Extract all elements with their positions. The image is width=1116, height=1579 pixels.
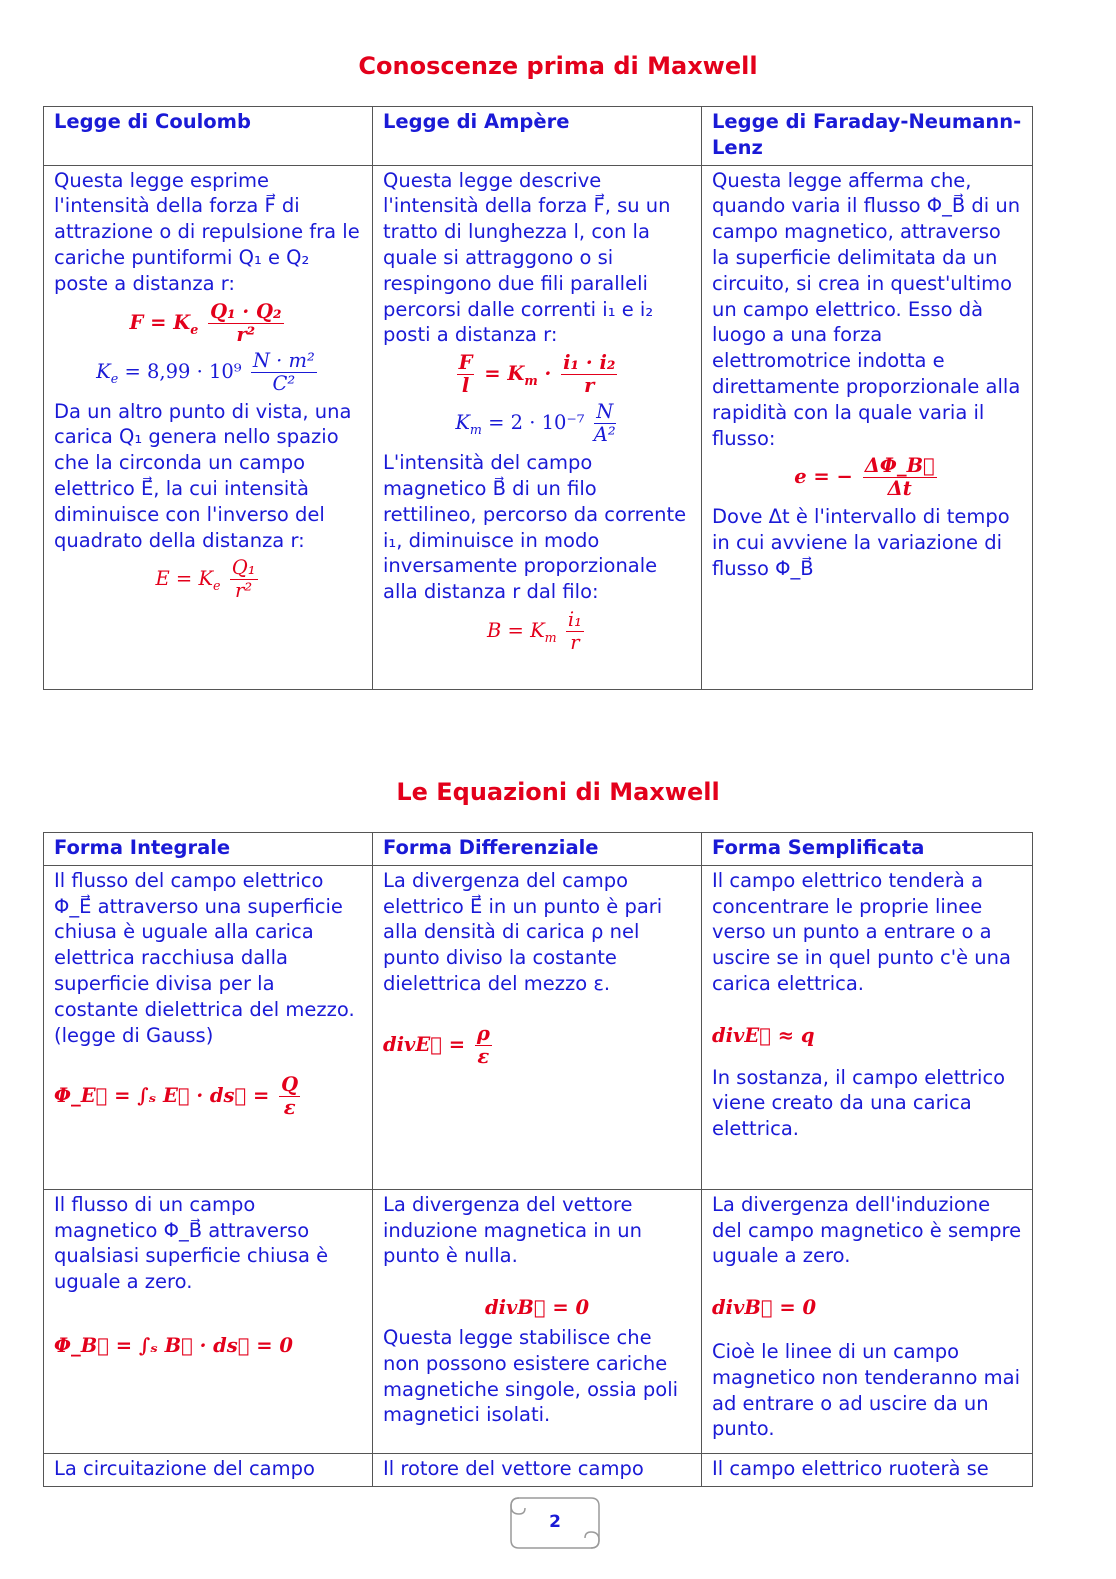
- gauss-simplified-eq: divE⃗ ≈ q: [712, 1023, 815, 1047]
- cell-coulomb: [44, 165, 373, 689]
- ampere-eq-constant: $K_m = 2 \cdot 10^{-7}$ $\frac{N}{\text{A²}}$: [455, 400, 616, 447]
- gauss-integral-text: Il flusso del campo elettrico Φ_E⃗ attraverso una superficie chiusa è uguale alla carica elettrica racchiusa dalla superficie divisa per la costante dielettrica del mezzo. (legge di Gauss): [54, 868, 355, 1047]
- magnetic-differential-cell: [373, 1189, 702, 1453]
- magnetic-simplified-text2: Cioè le linee di un campo magnetico non tenderanno mai ad entrare o ad uscire da un punto.: [712, 1339, 1020, 1441]
- section2-title: Le Equazioni di Maxwell: [396, 778, 720, 806]
- magnetic-differential-eq: divB⃗ = 0: [484, 1296, 590, 1320]
- ampere-eq-field: $B = K_m$ $\frac{\text{i₁}}{r}$: [487, 607, 582, 654]
- header-simplified: Forma Semplificata: [702, 833, 1033, 866]
- header-faraday: Legge di Faraday-Neumann-Lenz: [702, 107, 1033, 166]
- header-ampere: Legge di Ampère: [373, 107, 702, 166]
- cell-faraday: [702, 165, 1033, 689]
- coulomb-eq-field: $E = K_e$ $\frac{\text{Q₁}}{\text{r²}}$: [155, 556, 256, 603]
- faraday-text2: Dove Δt è l'intervallo di tempo in cui avviene la variazione di flusso Φ_B⃗: [712, 505, 1010, 580]
- ampere-text1: Questa legge descrive l'intensità della forza F⃗, su un tratto di lunghezza l, con la quale si attraggono o si respingono due fili paralleli percorsi dalle correnti i₁ e i₂ posti a distanza r:: [383, 168, 671, 347]
- header-integral: Forma Integrale: [44, 833, 373, 866]
- magnetic-integral-text: Il flusso di un campo magnetico Φ_B⃗ attraverso qualsiasi superficie chiusa è uguale a zero.: [54, 1192, 329, 1294]
- circulation-differential-cell: Il rotore del vettore campo: [373, 1453, 702, 1486]
- magnetic-simplified-text: La divergenza dell'induzione del campo magnetico è sempre uguale a zero.: [712, 1192, 1022, 1268]
- coulomb-eq-force: $F = K_e$ $\frac{\text{Q₁ · Q₂}}{\text{r²}}$: [129, 299, 282, 346]
- gauss-differential-text: La divergenza del campo elettrico E⃗ in un punto è pari alla densità di carica ρ nel punto diviso la costante dielettrica del mezzo ε.: [383, 868, 663, 995]
- gauss-simplified-text: Il campo elettrico tenderà a concentrare le proprie linee verso un punto a entrare o a uscire se in quel punto c'è una carica elettrica.: [712, 868, 1011, 995]
- header-coulomb: Legge di Coulomb: [44, 107, 373, 166]
- coulomb-text2: Da un altro punto di vista, una carica Q₁ genera nello spazio che la circonda un campo elettrico E⃗, la cui intensità diminuisce con l'inverso del quadrato della distanza r:: [54, 399, 352, 552]
- ampere-eq-force: $\frac{F}{l}$ = $K_m$ · $\frac{\text{i₁ · i₂}}{r}$: [458, 351, 616, 398]
- ampere-text2: L'intensità del campo magnetico B⃗ di un filo rettilineo, percorso da corrente i₁, diminuisce in modo inversamente proporzionale alla distanza r dal filo:: [383, 451, 687, 604]
- pre-maxwell-table: [43, 106, 1033, 690]
- circulation-integral-cell: La circuitazione del campo: [44, 1453, 373, 1486]
- circulation-simplified-cell: Il campo elettrico ruoterà se: [702, 1453, 1033, 1486]
- faraday-eq: e = − $\frac{\Delta\Phi\_B⃗}{\Delta t}$: [794, 454, 935, 501]
- gauss-integral-cell: [44, 865, 373, 1189]
- gauss-simplified-text2: In sostanza, il campo elettrico viene creato da una carica elettrica.: [712, 1065, 1006, 1141]
- magnetic-integral-cell: [44, 1189, 373, 1453]
- gauss-simplified-cell: [702, 865, 1033, 1189]
- page-number: 2: [549, 1512, 561, 1532]
- magnetic-simplified-eq: divB⃗ = 0: [712, 1296, 817, 1320]
- header-differential: Forma Differenziale: [373, 833, 702, 866]
- gauss-differential-cell: [373, 865, 702, 1189]
- magnetic-differential-text2: Questa legge stabilisce che non possono esistere cariche magnetiche singole, ossia poli magnetici isolati.: [383, 1325, 679, 1427]
- gauss-integral-eq: Φ_E⃗ = ∫ₛ E⃗ · ds⃗ = $\frac{Q}{\varepsilon}$: [54, 1073, 299, 1120]
- coulomb-eq-constant: $K_e = 8,99 \cdot 10^9$ $\frac{\text{N · m²}}{\text{C²}}$: [96, 348, 315, 395]
- page-footer: [505, 1488, 605, 1554]
- magnetic-integral-eq: Φ_B⃗ = ∫ₛ B⃗ · ds⃗ = 0: [54, 1333, 293, 1357]
- coulomb-text1: Questa legge esprime l'intensità della forza F⃗ di attrazione o di repulsione fra le cariche puntiformi Q₁ e Q₂ poste a distanza r:: [54, 168, 360, 295]
- maxwell-equations-table: [43, 832, 1033, 1487]
- faraday-text1: Questa legge afferma che, quando varia il flusso Φ_B⃗ di un campo magnetico, attraverso la superficie delimitata da un circuito, si crea in quest'ultimo un campo elettrico. Esso dà luogo a una forza elettromotrice indotta e direttamente proporzionale alla rapidità con la quale varia il flusso:: [712, 168, 1021, 450]
- magnetic-differential-text: La divergenza del vettore induzione magnetica in un punto è nulla.: [383, 1192, 642, 1268]
- gauss-differential-eq: divE⃗ = $\frac{\rho}{\varepsilon}$: [383, 1021, 490, 1068]
- cell-ampere: [373, 165, 702, 689]
- magnetic-simplified-cell: [702, 1189, 1033, 1453]
- section1-title: Conoscenze prima di Maxwell: [358, 52, 758, 80]
